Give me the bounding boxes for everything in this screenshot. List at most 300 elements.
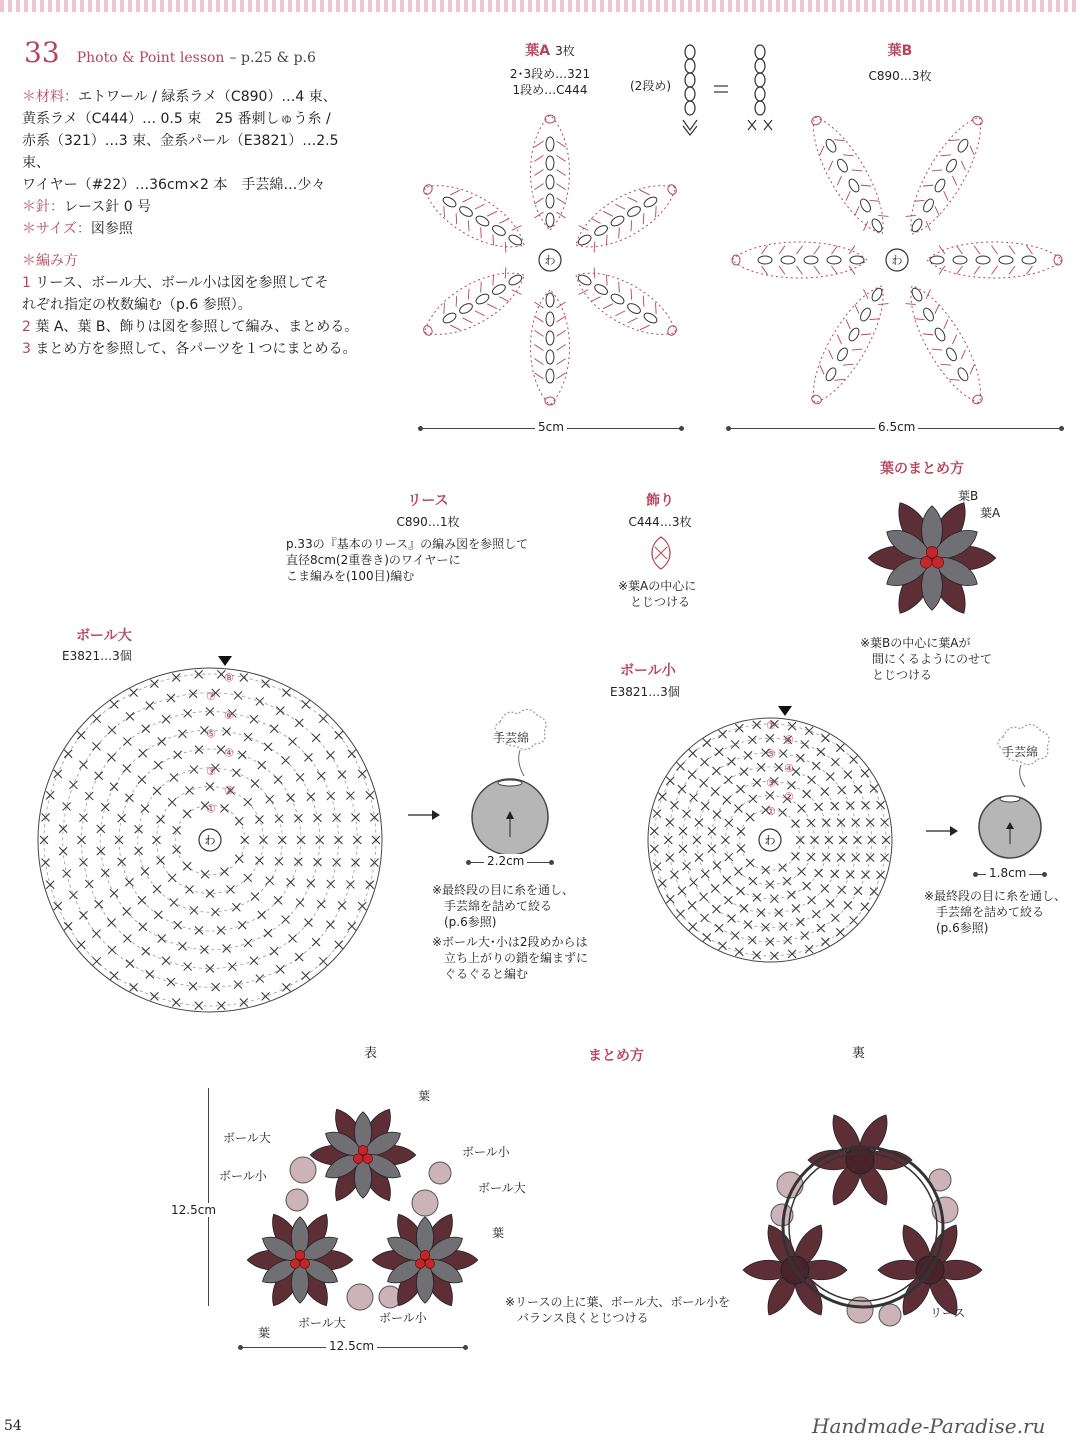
single-crochet <box>157 816 165 824</box>
round-number: ② <box>784 790 794 804</box>
single-crochet <box>319 957 327 965</box>
stitch-mark <box>590 267 600 278</box>
decoration-chart <box>646 535 676 571</box>
wreath-title: リース <box>407 493 449 509</box>
petal-outline <box>799 108 898 243</box>
single-crochet <box>788 722 796 730</box>
stitch-mark <box>878 299 888 308</box>
petal-chart <box>566 258 685 349</box>
single-crochet <box>844 901 852 909</box>
single-crochet <box>157 856 165 864</box>
stitch-mark <box>452 296 462 307</box>
single-crochet <box>737 785 745 793</box>
single-crochet <box>348 922 356 930</box>
single-crochet <box>63 802 71 810</box>
single-crochet <box>146 970 154 978</box>
single-crochet <box>826 899 834 907</box>
chain-stitch <box>870 217 884 233</box>
picot <box>1054 255 1062 265</box>
single-crochet <box>95 900 103 908</box>
single-crochet <box>796 754 804 762</box>
ball <box>879 1304 901 1326</box>
petal-outline <box>896 277 995 412</box>
single-crochet <box>333 814 341 822</box>
single-crochet <box>666 854 674 862</box>
stitch-mark <box>557 359 566 365</box>
stitch-mark <box>958 350 968 359</box>
single-crochet <box>822 853 830 861</box>
label-ball-small: ボール小 <box>219 1169 267 1183</box>
single-crochet <box>79 814 87 822</box>
decoration-block <box>600 490 720 530</box>
single-crochet <box>235 855 243 863</box>
single-crochet <box>146 702 154 710</box>
materials-line: ワイヤー（#22）…36cm×2 本 手芸綿…少々 <box>22 177 326 193</box>
single-crochet <box>158 737 166 745</box>
single-crochet <box>812 910 820 918</box>
needle-value: レース針 0 号 <box>64 199 152 215</box>
petal-outline <box>415 258 534 349</box>
single-crochet <box>238 921 246 929</box>
single-crochet <box>862 871 870 879</box>
single-crochet <box>803 790 811 798</box>
stitch-mark <box>869 196 879 205</box>
stitch-mark <box>1009 246 1015 254</box>
stitch-mark <box>557 330 566 336</box>
round-number: ③ <box>206 765 216 779</box>
single-crochet <box>866 818 874 826</box>
lesson-pages: – p.25 & p.6 <box>229 50 316 66</box>
single-crochet <box>708 827 716 835</box>
single-crochet <box>723 796 731 804</box>
single-crochet <box>817 748 825 756</box>
single-crochet <box>719 942 727 950</box>
ball <box>286 1189 308 1211</box>
single-crochet <box>870 785 878 793</box>
single-crochet <box>796 918 804 926</box>
single-crochet <box>688 771 696 779</box>
ball-large-diameter: 2.2cm <box>484 854 527 868</box>
stitch-mark <box>602 275 612 286</box>
single-crochet <box>234 691 242 699</box>
single-crochet <box>688 901 696 909</box>
chain-stitch <box>999 256 1013 264</box>
wreath-note: p.33の『基本のリース』の編み図を参照して <box>286 537 529 551</box>
single-crochet <box>358 902 366 910</box>
single-crochet <box>314 814 322 822</box>
stitch-mark <box>992 266 998 274</box>
chain-stitch <box>626 205 642 219</box>
stitch-mark <box>949 335 959 344</box>
chain-stitch <box>910 287 924 303</box>
single-crochet <box>838 786 846 794</box>
chain-stitch <box>836 346 850 362</box>
stitch-mark <box>852 206 862 215</box>
ball-large-note: ※最終段の目に糸を通し、 <box>432 883 575 897</box>
single-crochet <box>46 881 54 889</box>
ball-large-note: ※ボール大･小は2段めからは <box>432 935 588 949</box>
single-crochet <box>101 803 109 811</box>
single-crochet <box>108 726 116 734</box>
single-crochet <box>700 893 708 901</box>
stitch-mark <box>534 345 543 351</box>
single-crochet <box>366 791 374 799</box>
stitch-mark <box>834 176 844 185</box>
assembly-note-line: バランス良くとじつける <box>517 1311 649 1325</box>
single-crochet <box>666 818 674 826</box>
front-height-dimension <box>208 1088 209 1306</box>
lesson-title: Photo & Point lesson <box>76 50 225 66</box>
round-number: ⑦ <box>206 690 216 704</box>
round-number: ② <box>224 783 234 797</box>
stitch-mark <box>843 360 853 369</box>
decoration-note-line: ※葉Aの中心に <box>618 579 697 593</box>
step-number: 3 <box>22 341 31 357</box>
petal-chart <box>415 171 534 262</box>
stitch-mark <box>852 345 862 354</box>
single-crochet <box>737 827 745 835</box>
stitch-mark <box>861 330 871 339</box>
decoration-note-line: とじつける <box>630 595 691 609</box>
stitch-mark <box>534 330 543 336</box>
wreath-count: C890…1枚 <box>396 515 460 529</box>
single-crochet <box>678 785 686 793</box>
round-number: ① <box>206 802 216 816</box>
chain-stitch <box>922 306 936 322</box>
stitch-mark <box>488 235 498 246</box>
single-crochet <box>836 928 844 936</box>
materials-line: エトワール / 緑系ラメ（C890）…4 束、 <box>78 89 337 105</box>
single-crochet <box>270 725 278 733</box>
single-crochet <box>153 787 161 795</box>
bead <box>425 1259 435 1269</box>
leaf-a-header <box>470 40 630 98</box>
single-crochet <box>126 960 134 968</box>
single-crochet <box>139 923 147 931</box>
chain-stitch <box>507 233 523 247</box>
single-crochet <box>296 773 304 781</box>
flower-motif <box>868 497 996 619</box>
leaf-assembly-note-line: ※葉Bの中心に葉Aが <box>860 636 971 650</box>
single-crochet <box>63 870 71 878</box>
single-crochet <box>79 911 87 919</box>
single-crochet <box>881 854 889 862</box>
stitch-mark <box>487 208 497 219</box>
front-height: 12.5cm <box>168 1203 219 1217</box>
stitch-mark <box>464 289 474 300</box>
single-crochet <box>304 753 312 761</box>
picot <box>422 324 434 337</box>
single-crochet <box>95 772 103 780</box>
single-crochet <box>289 934 297 942</box>
single-crochet <box>174 751 182 759</box>
stitch-mark <box>557 373 566 379</box>
single-crochet <box>255 816 263 824</box>
front-label: 表 <box>364 1046 378 1061</box>
single-crochet <box>664 836 672 844</box>
stitch-mark <box>849 266 855 274</box>
stitch-mark <box>439 206 449 217</box>
stitch-mark <box>534 141 543 147</box>
single-crochet <box>235 817 243 825</box>
bead <box>358 1145 368 1155</box>
single-crochet <box>737 887 745 895</box>
single-crochet <box>850 916 858 924</box>
bead <box>363 1154 373 1164</box>
stitch-mark <box>834 135 844 144</box>
stitch-mark <box>512 287 522 298</box>
single-crochet <box>79 761 87 769</box>
single-crochet <box>314 858 322 866</box>
step-number: 1 <box>22 275 31 291</box>
single-crochet <box>744 751 752 759</box>
single-crochet <box>64 922 72 930</box>
stitch-mark <box>941 151 951 160</box>
stitch-mark <box>614 282 624 293</box>
single-crochet <box>708 845 716 853</box>
ball-large-note: (p.6参照) <box>444 915 497 929</box>
leaf-a-chart <box>415 110 685 420</box>
single-crochet <box>276 707 284 715</box>
chain-stitch <box>577 273 593 287</box>
single-crochet <box>801 932 809 940</box>
single-crochet <box>240 673 248 681</box>
single-crochet <box>234 981 242 989</box>
single-crochet <box>854 785 862 793</box>
leaf-b-title: 葉B <box>887 43 913 59</box>
stitch-mark <box>557 155 566 161</box>
ball-small-note: ※最終段の目に糸を通し、 <box>924 889 1067 903</box>
single-crochet <box>167 694 175 702</box>
stitch-mark <box>534 212 543 218</box>
single-crochet <box>713 862 721 870</box>
ball <box>412 1190 438 1216</box>
stitch-mark <box>557 184 566 190</box>
single-crochet <box>244 939 252 947</box>
stitch-mark <box>861 289 871 298</box>
single-crochet <box>735 948 743 956</box>
single-crochet <box>817 924 825 932</box>
stitch-mark <box>957 266 963 274</box>
arrow-icon <box>408 808 442 822</box>
single-crochet <box>735 724 743 732</box>
stitch-mark <box>762 246 768 254</box>
single-crochet <box>184 709 192 717</box>
single-crochet <box>734 868 742 876</box>
stitch-mark <box>958 161 968 170</box>
leaf-b-count: C890…3枚 <box>868 69 932 83</box>
chain-stitch <box>546 213 554 227</box>
stitch-mark <box>534 170 543 176</box>
single-crochet <box>276 965 284 973</box>
round-number: ⑤ <box>766 747 776 761</box>
stitch-mark <box>932 304 942 313</box>
round-number: ⑦ <box>766 719 776 733</box>
single-crochet <box>256 975 264 983</box>
single-crochet <box>167 978 175 986</box>
single-crochet <box>784 936 792 944</box>
stitch-mark <box>974 246 980 254</box>
label-leaf: 葉 <box>258 1326 271 1340</box>
single-crochet <box>701 802 709 810</box>
single-crochet <box>130 983 138 991</box>
stitch-mark <box>557 198 566 204</box>
single-crochet <box>307 793 315 801</box>
wreath-block <box>268 490 588 584</box>
single-crochet <box>831 914 839 922</box>
single-crochet <box>154 761 162 769</box>
bead <box>300 1259 310 1269</box>
single-crochet <box>821 938 829 946</box>
ball-large-note: 手芸綿を詰めて絞る <box>444 899 553 913</box>
single-crochet <box>170 773 178 781</box>
single-crochet <box>838 886 846 894</box>
single-crochet <box>158 935 166 943</box>
stitch-mark <box>923 289 933 298</box>
single-crochet <box>327 792 335 800</box>
petal-chart <box>799 277 898 412</box>
stitch-mark <box>814 266 820 274</box>
leaf-a-count: 3枚 <box>555 44 575 58</box>
single-crochet <box>108 919 116 927</box>
single-crochet <box>275 857 283 865</box>
single-crochet <box>118 858 126 866</box>
single-crochet <box>232 903 240 911</box>
chain-stitch <box>930 256 944 264</box>
single-crochet <box>746 813 754 821</box>
single-crochet <box>653 862 661 870</box>
stitch-mark <box>923 330 933 339</box>
single-crochet <box>123 934 131 942</box>
chain-stitch <box>546 350 554 364</box>
stitch-mark <box>534 316 543 322</box>
ball-small-diameter: 1.8cm <box>986 866 1029 880</box>
stitch-mark <box>450 187 460 198</box>
stitch-mark <box>852 166 862 175</box>
single-crochet <box>695 854 703 862</box>
single-crochet <box>270 947 278 955</box>
magic-ring-label: わ <box>204 834 216 847</box>
single-crochet <box>275 815 283 823</box>
single-crochet <box>150 992 158 1000</box>
label-ball-large: ボール大 <box>223 1131 271 1145</box>
stitch-mark <box>475 201 485 212</box>
single-crochet <box>753 893 761 901</box>
single-crochet <box>327 880 335 888</box>
single-crochet <box>852 818 860 826</box>
single-crochet <box>727 758 735 766</box>
stitch-mark <box>626 220 636 231</box>
single-crochet <box>846 870 854 878</box>
single-crochet <box>64 750 72 758</box>
petal-chart <box>896 108 995 243</box>
single-crochet <box>296 899 304 907</box>
picot <box>422 183 434 196</box>
single-crochet <box>701 914 709 922</box>
stitch-mark <box>939 246 945 254</box>
single-crochet <box>715 748 723 756</box>
single-crochet <box>154 911 162 919</box>
stitch-mark <box>639 296 649 307</box>
petal-outline <box>799 277 898 412</box>
single-crochet <box>783 877 791 885</box>
single-crochet <box>798 868 806 876</box>
leaf-a-pointer: 葉A <box>980 506 1001 520</box>
petal-chart <box>732 242 867 278</box>
single-crochet <box>812 762 820 770</box>
stitch-mark <box>534 155 543 161</box>
single-crochet <box>689 923 697 931</box>
single-crochet <box>831 870 839 878</box>
petal-outline <box>566 171 685 262</box>
chain-stitch <box>804 256 818 264</box>
size-label: ＊サイズ： <box>22 221 91 237</box>
step-text: 葉 A、葉 B、飾りは図を参照して編み、まとめる。 <box>35 319 359 335</box>
stitch-mark <box>603 301 613 312</box>
single-crochet <box>719 730 727 738</box>
stitch-mark <box>878 211 888 220</box>
stitch-mark <box>534 359 543 365</box>
single-crochet <box>92 742 100 750</box>
round-number: ⑤ <box>206 727 216 741</box>
leaf-assembly-note-line: 間にくるようにのせて <box>872 652 993 666</box>
stitch-mark <box>861 221 871 230</box>
petal-outline <box>732 242 867 278</box>
single-crochet <box>274 896 282 904</box>
single-crochet <box>670 801 678 809</box>
single-crochet <box>123 765 131 773</box>
leaf-a-rows: 1段め…C444 <box>512 83 588 97</box>
chain-stitch <box>850 256 864 264</box>
round-number: ④ <box>784 762 794 775</box>
single-crochet <box>836 744 844 752</box>
stitch-mark <box>843 319 853 328</box>
single-crochet <box>366 881 374 889</box>
single-crochet <box>174 921 182 929</box>
single-crochet <box>791 820 799 828</box>
stitch-mark <box>499 215 509 226</box>
stitch-mark <box>452 213 462 224</box>
single-crochet <box>150 680 158 688</box>
single-crochet <box>244 733 252 741</box>
single-crochet <box>183 810 191 818</box>
single-crochet <box>677 910 685 918</box>
single-crochet <box>788 781 796 789</box>
stitch-mark <box>967 365 977 374</box>
page-header <box>24 36 316 69</box>
stitch-mark <box>640 187 650 198</box>
chain-stitch <box>859 306 873 322</box>
label-wreath: リース <box>930 1306 966 1320</box>
petal-outline <box>927 242 1062 278</box>
single-crochet <box>139 749 147 757</box>
stitch-mark <box>843 191 853 200</box>
page-number: 54 <box>4 1418 22 1434</box>
single-crochet <box>77 731 85 739</box>
stitch-mark <box>992 246 998 254</box>
leaf-assembly-note-line: とじつける <box>872 668 933 682</box>
single-crochet <box>244 798 252 806</box>
chain-stitch <box>847 177 861 193</box>
single-crochet <box>46 791 54 799</box>
stitch-mark <box>906 299 916 308</box>
chain-stitch <box>781 256 795 264</box>
start-marker <box>778 706 792 716</box>
watermark: Handmade-Paradise.ru <box>812 1414 1046 1438</box>
chain-stitch <box>626 302 642 316</box>
chain-stitch <box>758 256 772 264</box>
picot <box>666 183 678 196</box>
